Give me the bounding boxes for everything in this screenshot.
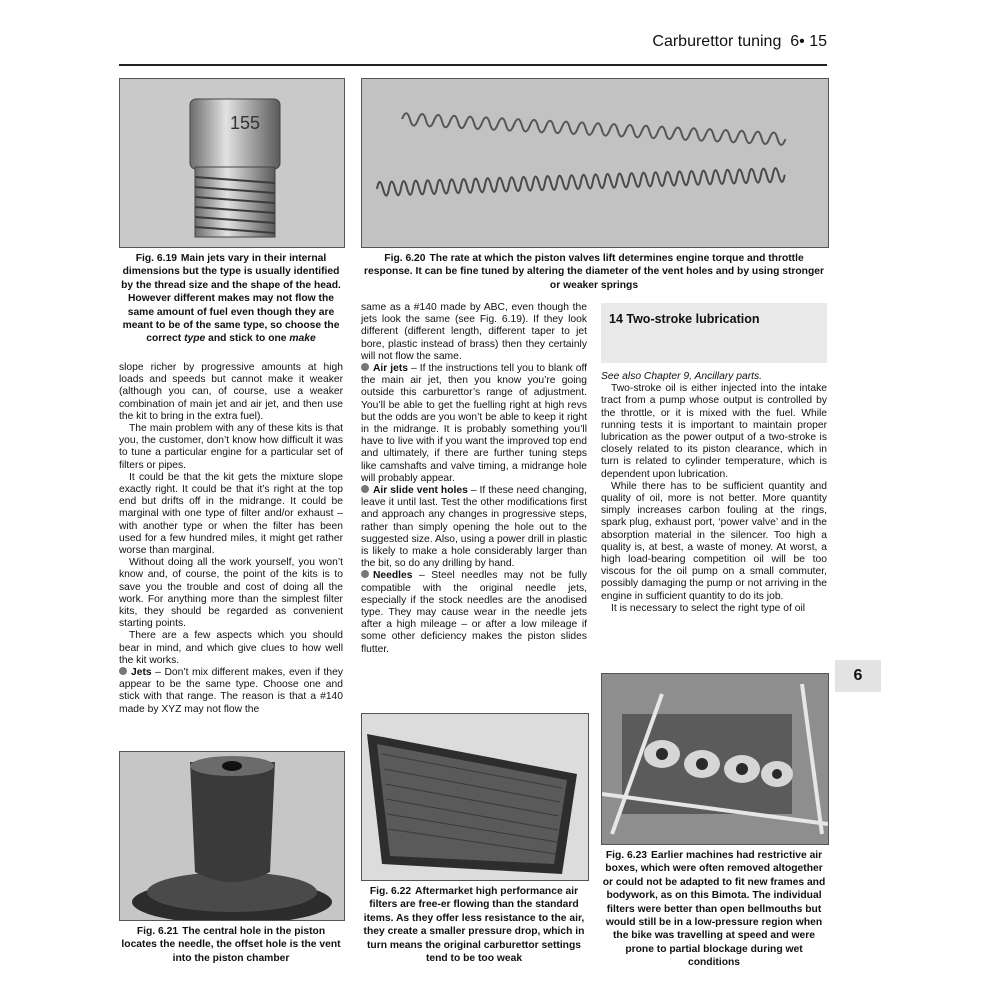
paragraph: Without doing all the work yourself, you won’t know and, of course, the point of the kits is to save you the trouble and cost of doing all the work. For anything more than the simplest filter kits, they should be regarded as convenient starting points. (119, 557, 343, 630)
bullet-term: Needles (373, 570, 413, 582)
bullet-text: – Don’t mix different makes, even if they appear to be the same type. Choose one and stick with that range. The reason is that a #140 made by XYZ may not flow the (119, 667, 343, 715)
caption-text: Main jets vary in their internal dimensions but the type is usually identified by the thread size and the shape of the head. However different makes may not flow the same amount of fuel even though they are meant to be of the same type, so choose the correct (121, 253, 341, 345)
bullet-icon (361, 485, 369, 493)
section-heading-box (601, 303, 827, 363)
bullet-text: – If these need changing, leave it until last. Test the other modifications first and approach any changes in progressive steps, rather than simply opening the hole out to the suggested size. Also, using a power drill in plastic is likely to make a hole considerably larger than the bit, so do any drilling by hand. (361, 485, 587, 570)
bullet-text: – Steel needles may not be fully compatible with the original needle jets, especially if the stock needles are the anodised type. They may cause wear in the needle jets after a high mileage – or after a low mileage if some other deficiency makes the piston slides flutter. (361, 570, 587, 655)
paragraph: It is necessary to select the right type of oil (611, 602, 806, 614)
bullet-item (361, 363, 587, 485)
body-column-3 (601, 371, 827, 615)
figure-number: Fig. 6.23 (605, 850, 648, 861)
figure-6-23-photo (601, 673, 829, 845)
bullet-term: Jets (131, 667, 152, 679)
paragraph: slope richer by progressive amounts at high loads and speeds but cannot make it weaker (although you can, of course, use a weaker combination of main jet and air jet, and then use the kit to bring in the extra fuel). (119, 362, 343, 422)
bullet-item (119, 667, 343, 716)
bullet-item (361, 485, 587, 570)
figure-6-22-photo (361, 713, 589, 881)
paragraph: There are a few aspects which you should bear in mind, and which give clues to how well the kit works. (119, 630, 343, 666)
figure-number: Fig. 6.19 (135, 253, 177, 264)
caption-text: The rate at which the piston valves lift determines engine torque and throttle response. It can be fine tuned by altering the diameter of the vent holes and by using stronger or weaker springs (363, 253, 824, 291)
bullet-term: Air jets (373, 363, 409, 375)
bullet-icon (361, 363, 369, 371)
figure-number: Fig. 6.20 (384, 253, 426, 264)
running-header (652, 33, 827, 51)
bimota-engine-illustration (602, 674, 828, 844)
figure-number: Fig. 6.22 (369, 886, 412, 897)
caption-text: and stick to one (205, 333, 290, 345)
piston-illustration (120, 752, 344, 920)
bullet-icon (119, 667, 127, 675)
header-title: Carburettor tuning (652, 33, 782, 50)
figure-6-22-caption (361, 885, 587, 965)
paragraph: While there has to be sufficient quantity and quality of oil, more is not better. More quantity simply increases carbon fouling at the rings, spark plug, exhaust port, ‘power valve’ and in the absorption material in the silencer. Too high a quality is, at best, a waste of money. At worst, a high load-bearing competition oil will be too viscous for the oil pump on a small commuter, possibly damaging the pump or not arriving in the engine in sufficient quantity to do its job. (601, 480, 827, 602)
caption-emphasis: type (184, 333, 206, 345)
figure-6-20-photo (361, 78, 829, 248)
paragraph: same as a #140 made by ABC, even though the jets look the same (see Fig. 6.19). If they look different (different length, different taper to jet bore, plastic instead of brass) then they certainly will not flow the same. (361, 302, 587, 362)
springs-illustration (362, 79, 828, 247)
section-title: 14 Two-stroke lubrication (609, 312, 760, 326)
bullet-term: Air slide vent holes (373, 485, 468, 497)
caption-text: Aftermarket high performance air filters are free-er flowing than the standard items. As they offer less resistance to the air, they create a smaller pressure drop, which in turn means the original carburettor settings tend to be too weak (363, 886, 585, 965)
body-column-1 (119, 362, 343, 716)
main-jet-illustration (120, 79, 344, 247)
jet-stamp-text: 155 (230, 113, 261, 133)
figure-6-23-caption (601, 849, 827, 970)
figure-number: Fig. 6.21 (136, 926, 179, 937)
see-also-note: See also Chapter 9, Ancillary parts. (601, 371, 763, 382)
bullet-item (361, 570, 587, 655)
paragraph: It could be that the kit gets the mixture slope exactly right. It could be that it’s right at the top end but drifts off in the midrange. It could be marginal with one type of filter and/or exhaust – with another type or when the filter has been used for a few hundred miles, it might get rather worse than marginal. (119, 471, 343, 557)
chapter-tab: 6 (835, 660, 881, 692)
bullet-icon (361, 570, 369, 578)
caption-text: Earlier machines had restrictive air boxes, which were often removed altogether or could not be adapted to fit new frames and bodywork, as on this Bimota. The individual filters were better than open bellmouths but would still be in a low-pressure region when the bike was travelling at speed and were prone to partial blockage during wet conditions (602, 850, 826, 969)
figure-6-21-caption (119, 925, 343, 965)
bullet-text: – If the instructions tell you to blank off the main air jet, then you know you’re going outside this carburettor’s range of adjustment. You’ll be able to get the fuelling right at high revs but the odds are you won’t be able to keep it right in the midrange. It is probably something you’ll have to live with if you want the improved top end and ultimately, if there are further tuning steps like camshafts and valve timing, a midrange hole will probably appear. (361, 363, 587, 484)
air-filter-illustration (362, 714, 588, 880)
figure-6-19-photo (119, 78, 345, 248)
body-column-2 (361, 302, 587, 656)
paragraph: The main problem with any of these kits is that you, the customer, don’t know how difficult it was to tune a particular engine for a particular set of filters or pipes. (119, 423, 343, 471)
caption-emphasis: make (289, 333, 316, 345)
figure-6-20-caption (361, 252, 827, 292)
figure-6-19-caption (119, 252, 343, 346)
page-number: 6• 15 (790, 33, 827, 50)
caption-text: The central hole in the piston locates the needle, the offset hole is the vent into the piston chamber (121, 926, 341, 964)
paragraph: Two-stroke oil is either injected into the intake tract from a pump whose output is controlled by the throttle, or it is mixed with the fuel. While running tests it is important to maintain proper lubrication as the power output of a two-stroke is closely related to its piston clearance, which in turn is related to cylinder temperature, which is dependent upon lubrication. (601, 383, 827, 480)
header-rule (119, 64, 827, 66)
figure-6-21-photo (119, 751, 345, 921)
